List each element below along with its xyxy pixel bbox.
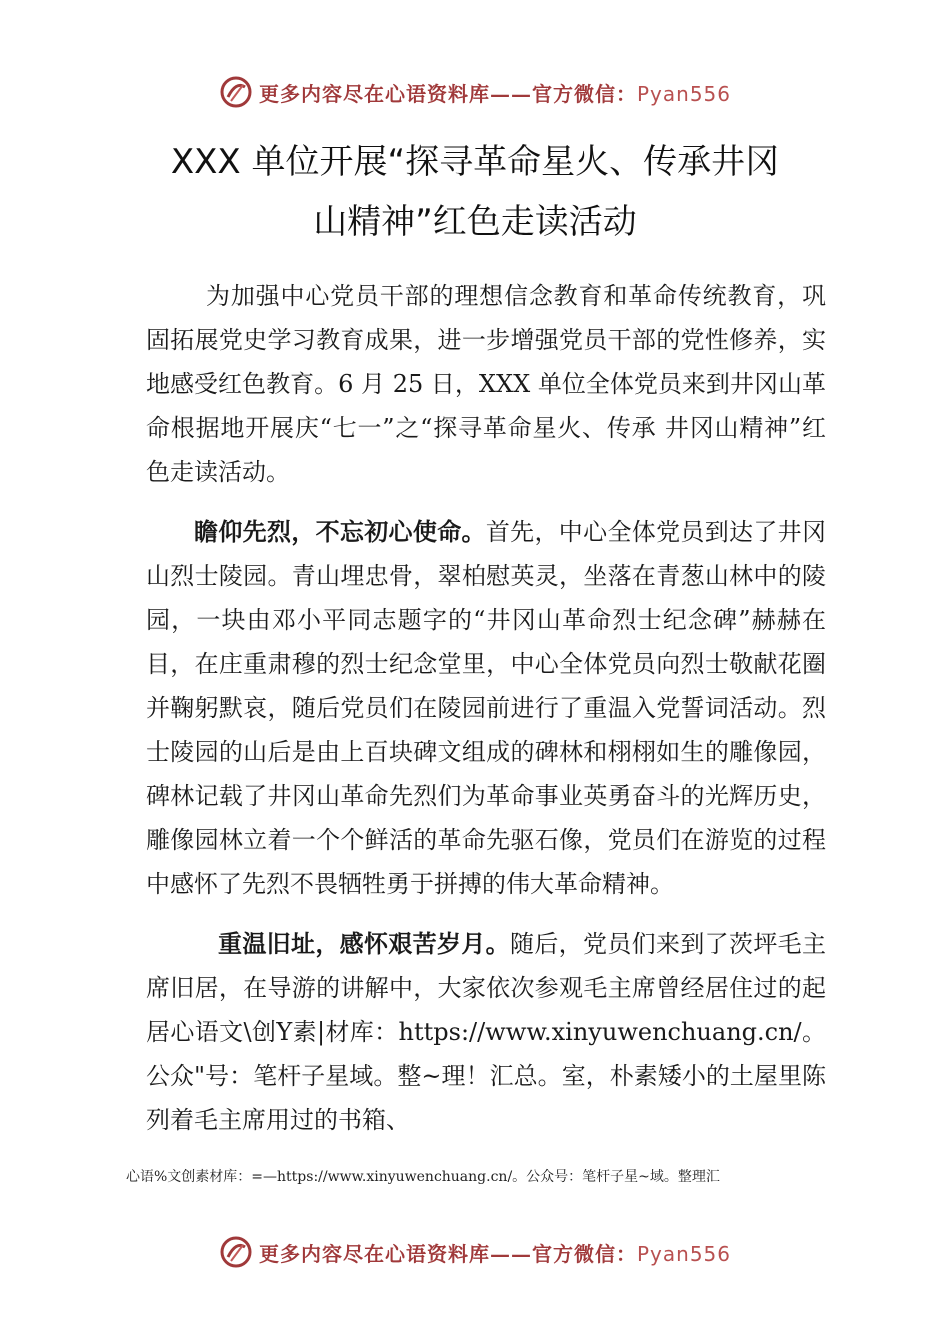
- footer-banner: [0, 1232, 950, 1272]
- document-title: [100, 132, 850, 252]
- paragraph-text: 随后，党员们来到了茨坪毛主席旧居，在导游的讲解中，大家依次参观毛主席曾经居住过的起居心语文\创Y素|材库：https://www.xinyuwenchuang.cn/。公众"号：笔杆子星域。整~理！汇总。室，朴素矮小的土屋里陈列着毛主席用过的书箱、: [146, 930, 826, 1134]
- paragraph-text: 首先，中心全体党员到达了井冈山烈士陵园。青山埋忠骨，翠柏慰英灵，坐落在青葱山林中的陵园，一块由邓小平同志题字的“井冈山革命烈士纪念碑”赫赫在目，在庄重肃穆的烈士纪念堂里，中心全体党员向烈士敬献花圈并鞠躬默哀，随后党员们在陵园前进行了重温入党誓词活动。烈士陵园的山后是由上百块碑文组成的碑林和栩栩如生的雕像园，碑林记载了井冈山革命先烈们为革命事业英勇奋斗的光辉历史，雕像园林立着一个个鲜活的革命先驱石像，党员们在游览的过程中感怀了先烈不畏牺牲勇于拼搏的伟大革命精神。: [146, 518, 827, 898]
- title-line-1: XXX 单位开展“探寻革命星火、传承井冈: [170, 142, 780, 182]
- logo-icon: [219, 75, 253, 109]
- paragraph-heading: 瞻仰先烈，不忘初心使命。: [194, 518, 486, 546]
- banner-text: 更多内容尽在心语资料库——官方微信：Pyan556: [258, 81, 731, 106]
- wechat-id: Pyan556: [636, 81, 731, 106]
- watermark-footnote: 心语%文创素材库：=—https://www.xinyuwenchuang.cn/。公众号：笔杆子星~域。整理汇: [126, 1169, 720, 1185]
- paragraph-heading: 重温旧址，感怀艰苦岁月。: [218, 930, 510, 958]
- document-body: [146, 274, 826, 1142]
- logo-icon: [219, 1235, 253, 1269]
- title-line-2: 山精神”红色走读活动: [313, 202, 637, 242]
- paragraph-intro: 为加强中心党员干部的理想信念教育和革命传统教育，巩固拓展党史学习教育成果，进一步增强党员干部的党性修养，实地感受红色教育。6 月 25 日，XXX 单位全体党员来到井冈山革命根据地开展庆“七一”之“探寻革命星火、传承 井冈山精神”红色走读活动。: [146, 282, 826, 486]
- paragraph-martyrs: [146, 510, 826, 906]
- banner-text: 更多内容尽在心语资料库——官方微信：Pyan556: [258, 1241, 731, 1266]
- paragraph-former-residence: [146, 922, 826, 1142]
- wechat-id: Pyan556: [636, 1241, 731, 1266]
- header-banner: [0, 72, 950, 112]
